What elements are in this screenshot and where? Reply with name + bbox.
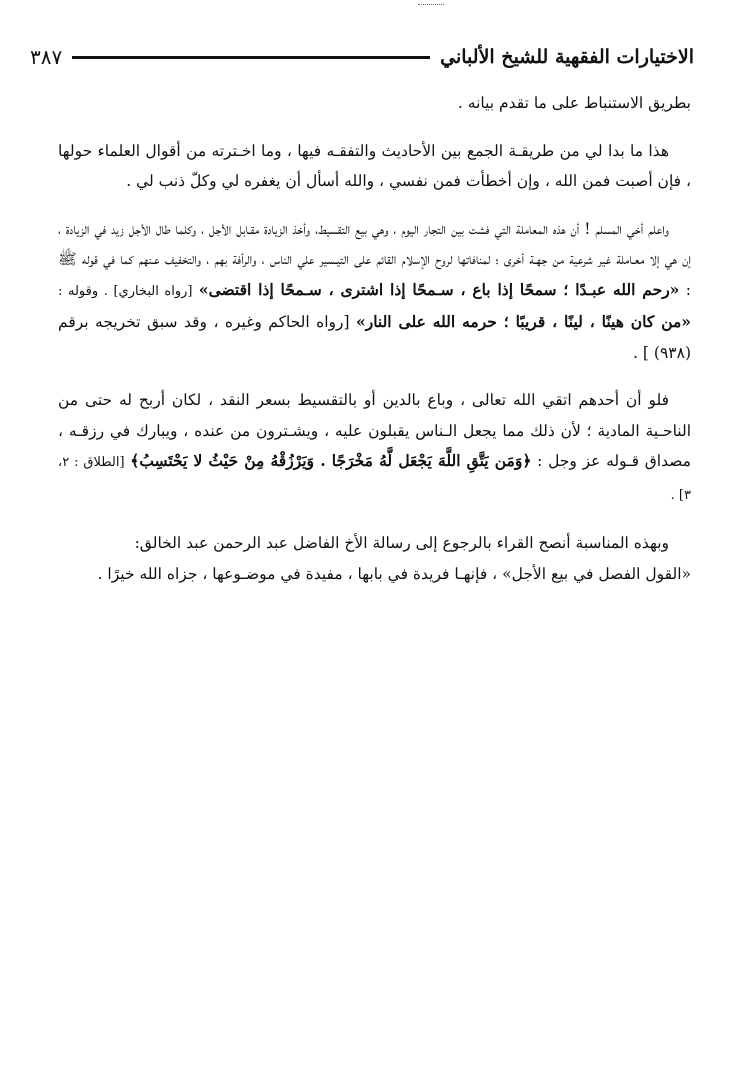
paragraph-2 <box>58 214 691 369</box>
verse-ref: [الطلاق : ٢، ٣] . <box>58 455 691 503</box>
paragraph-4-line-2: «القول الفصل في بيع الأجل» ، فإنهـا فريدة في بابها ، مفيدة في موضـوعها ، جزاه الله خيرًا . <box>97 564 691 583</box>
page-top-mark <box>418 4 444 15</box>
quran-verse: ﴿وَمَن يَتَّقِ اللَّهَ يَجْعَل لَّهُ مَخْرَجًا . وَيَرْزُقْهُ مِنْ حَيْثُ لا يَحْتَسِبُ﴾ <box>130 451 532 470</box>
page-body <box>58 88 691 606</box>
paragraph-1: هذا ما بدا لي من طريقـة الجمع بين الأحاديث والتفقـه فيها ، وما اخـترته من أقوال العلماء حولها ، فإن أصبت فمن الله ، وإن أخطأت فمن نفسي ، والله أسأل أن يغفره لي وكلّ ذنب لي . <box>58 141 691 190</box>
hadith-ref-2: [رواه الحاكم وغيره ، وقد سبق تخريجه برقم (٩٣٨) ] . <box>58 313 691 362</box>
header-title: الاختيارات الفقهية للشيخ الألباني <box>440 46 694 68</box>
page-number: ٣٨٧ <box>30 45 63 69</box>
hadith-quote-1: «رحم الله عبـدًا ؛ سمحًا إذا باع ، سـمحًا إذا اشترى ، سـمحًا إذا اقتضى» <box>198 279 680 299</box>
page-header <box>30 40 694 74</box>
header-rule <box>72 56 430 59</box>
hadith-quote-2: «من كان هينًا ، لينًا ، قريبًا ؛ حرمه الله على النار» <box>356 312 691 331</box>
paragraph-0: بطريق الاستنباط على ما تقدم بيانه . <box>457 94 691 112</box>
paragraph-2-text: واعلم أخي المسلم ! أن هذه المعاملة التي فشت بين التجار اليوم ، وهي بيع التقسيط، وأخذ الزيادة مقـابل الأجل ، وكلما طال الأجل زيد في الزيادة ، إن هي إلا معـاملة غير شرعية من جهـة أخرى ؛ لمنافاتها لروح الإسلام القائم على التيـسير علي الناس ، والرأفة بهم ، والتخفيف عـنهم كما في قوله ﷺ : <box>58 219 692 299</box>
paragraph-4-line-1: وبهذه المناسبة أنصح القراء بالرجوع إلى رسالة الأخ الفاضل عبد الرحمن عبد الخالق: <box>134 534 669 552</box>
paragraph-4 <box>58 528 691 589</box>
hadith-ref-1: [رواه البخاري] . وقوله : <box>58 283 193 299</box>
paragraph-3-text: فلو أن أحدهم اتقي الله تعالى ، وباع بالدين أو بالتقسيط بسعر النقد ، لكان أربح له حتى من الناحـية المادية ؛ لأن ذلك مما يجعل الـناس يقبلون عليه ، ويشـترون من عنده ، ويبارك في رزقـه ، مصداق قـوله عز وجل : <box>58 391 691 470</box>
paragraph-3 <box>58 385 691 511</box>
